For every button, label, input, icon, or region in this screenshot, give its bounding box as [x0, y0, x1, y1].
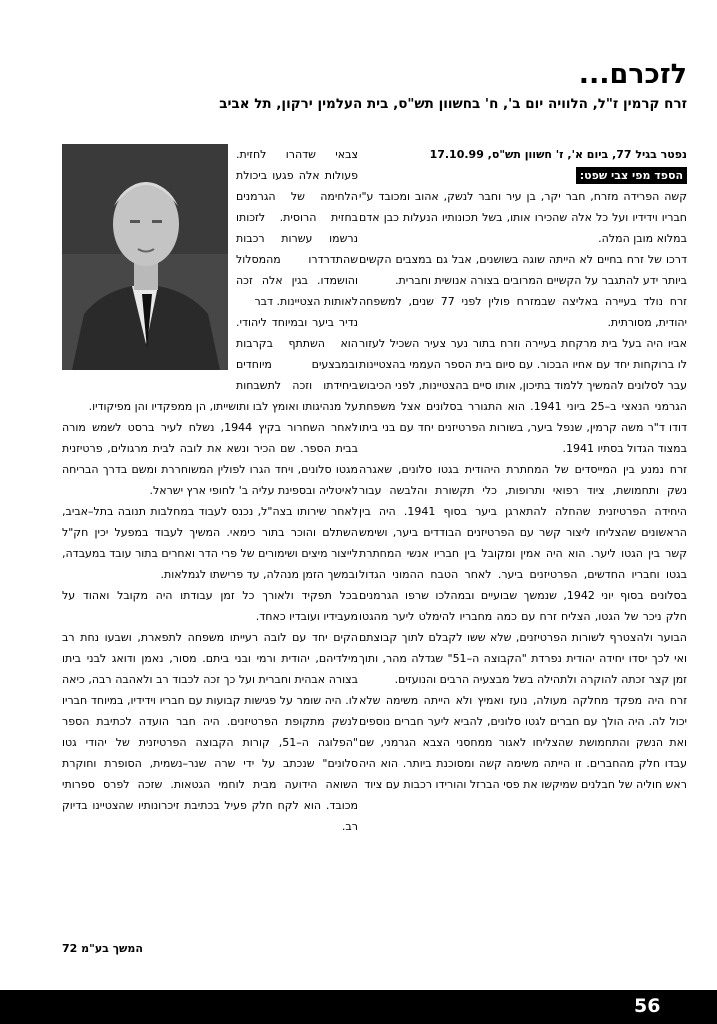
portrait-photo — [62, 144, 228, 370]
portrait-photo-icon — [62, 144, 228, 370]
paragraph: דרכו של זרח בחיים לא הייתה שוגה בשושנים, אבל גם במצבים הקשים ביותר ידע להתגבר על הקשיים המרובים בצורה אנושית וחברית. — [359, 253, 687, 287]
paragraph: זרח היה מפקד מחלקה מעולה, נועז ואמיץ ולא הייתה משימה שלא יכול לה. היה הולך עם חברים לגטו סלונים, להביא ליער חברים נוספים ואת הנשק והתחמושת שהצליחו לאגור ממחסני הצבא הגרמני, שם עבדו חלק מהחברים. זו הייתה משימה קשה ומסוכנת ביותר. הוא היה ראש חוליה של חבלנים שמיקשו את פסי הברזל והורידו רכבות עם ציוד — [359, 694, 687, 791]
paragraph: צבאי שדהרו לחזית. פעולות אלה פגעו ביכולת הלחימה של הגרמנים בחזית הרוסית. לזכותו נרשמו עשרות רכבות שהתדרדרו מהמסלול והושמדו. בגין אלה זכה לאותות הצטיינות. דבר — [236, 148, 358, 308]
paragraph: לאחר שירותו בצה"ל, נכנס לעבוד במחלבות תנובה בתל–אביב, השתלם והוכר בתור כימאי. המשיך לעבוד במפעל יכין חק"ל לייצור מיצים ושימורים של פרי הדר ואחרים בתור עובד במעבדה, ובמשך הזמן מנהלה, עד פרישתו לגמלאות. — [62, 505, 358, 581]
paragraph: זרח נולד בעיירה באליצה שבמזרח פולין לפני 77 שנים, למשפחה יהודית, מסורתית. — [359, 295, 687, 329]
page-subtitle: זרח קרמין ז"ל, הלוויה יום ב', ח' בחשוון תש"ס, בית העלמין ירקון, תל אביב — [219, 96, 687, 112]
page-title: לזכרם... — [578, 59, 687, 90]
date-line: נפטר בגיל 77, ביום א', ז' חשוון תש"ס, 17.10.99 — [429, 148, 687, 161]
paragraph: בכל תפקיד ולאורך כל זמן עבודתו היה מקובל ואהוד על מעבידיו ועובדיו כאחד. — [62, 589, 358, 623]
page-number: 56 — [634, 995, 661, 1017]
paragraph: זרח נמנע בין המייסדים של המחתרת היהודית בגטו סלונים, שאגרה נשק ותחמושת, ציוד רפואי ותרופות, כלי תקשורת והלבשה עבור היחידה הפרטיזנית שהחלה להתארגן ביער בסוף 1941. היה בין הראשונים שהצליחו ליצור קשר עם הפרטיזנים הבודדים ביער, ושימש קשר בין הגטו ליער. הוא היה אמין ומקובל בין חבריו אנשי המחתרת בגטו וחבריו החדשים, הפרטיזנים ביער. לאחר הטבח ההמוני הגדול בסלונים בסוף יוני 1942, שנמשך שבועיים ובמהלכו שרפו הגרמנים חלק ניכר של הגטו, הצליח זרח עם כמה מחבריו להימלט ליער מהגטו הבוער ולהצטרף לשורות הפרטיזנים, שלא ששו לקבלם לתוך קבוצתם ואי לכך יסדו יחידה יהודית נפרדת "הקבוצה ה–51" שגדלה מהר, ותוך זמן קצר זכתה להוקרה ולתהילה בשל מבצעיה הרבים והנועזים. — [359, 463, 687, 686]
footer-bar — [0, 990, 717, 1024]
article-left-column — [62, 144, 358, 837]
continued-note: המשך בע"מ 72 — [62, 942, 143, 955]
paragraph: הקים יחד עם לובה רעייתו משפחה לתפארת, ושבעו נחת רב מילדיהם, יהודית ורמי ובני ביתם. מסור, נאמן ודואג לבני ביתו בצורה אבהית וחברית ועל כך זכה לכבוד רב ולאהבה רבה, כיאה לו. היה שומר על פגישות קבועות עם חבריו וידידיו, במיוחד חבריו לנשק מתקופת הפרטיזנים. היה חבר הועדה לכתיבת הספר "הפלוגה ה–51, קורות הקבוצה הפרטיזנית של יהודי גטו סלונים" שנכתב על ידי שרה שנר–נשמית, הסופרת וחוקרת השואה הידועה מבית לוחמי הגטאות. שזכה לפרס ספרותי מכובד. הוא לקח חלק פעיל בכתיבת זיכרונותיו שהצטיינו בדיוק רב. — [62, 631, 358, 833]
article-right-column — [359, 144, 687, 795]
paragraph: נדיר ביער ובמיוחד ליהודי. הוא השתתף בקרבות ובמבצעים מיוחדים ביחידתו וזכה לתשבחות על מנהיגותו ואומץ לבו ותושייתו, הן ממפקדיו והן מפיקודיו. — [88, 316, 358, 413]
paragraph: אביו היה בעל בית מרקחת בעיירה וזרח בתור נער צעיר השכיל לעזור לו ברוקחות יחד עם אחיו הבכור. עם סיום בית הספר העממי בהצטיינות עבר לסלונים להמשיך ללמוד בתיכון, אותו סיים בהצטיינות, לפני הכיבוש הגרמני הנאצי ב–25 ביוני 1941. הוא התגורר בסלונים אצל משפחת דודו ד"ר משה קרמין, שנפל ביער, בשורות הפרטיזנים יחד עם בני ביתו במצוד הגדול בסתיו 1941. — [359, 337, 687, 455]
paragraph: לאחר השחרור בקיץ 1944, נשלח לעיר ברסט לשמש מורה בבית הספר. שם הכיר ונשא את לובה לבית מרגולים, פרטיזנית מגטו סלונים, ויחד הגרו לפולין המשוחררת ומשם בדרך הבריחה לאיטליה ובספינת עליה ב' לחופי ארץ ישראל. — [62, 421, 358, 497]
eulogy-heading: הספד מפי צבי שפט: — [576, 167, 687, 184]
paragraph: קשה הפרידה מזרח, חבר יקר, בן עיר וחבר לנשק, אהוב ומכובד ע"י חבריו וידידיו ועל כל אלה שהכירו אותו, בשל תכונותיו הנעלות כבן אדם במלוא מובן המלה. — [359, 190, 687, 245]
